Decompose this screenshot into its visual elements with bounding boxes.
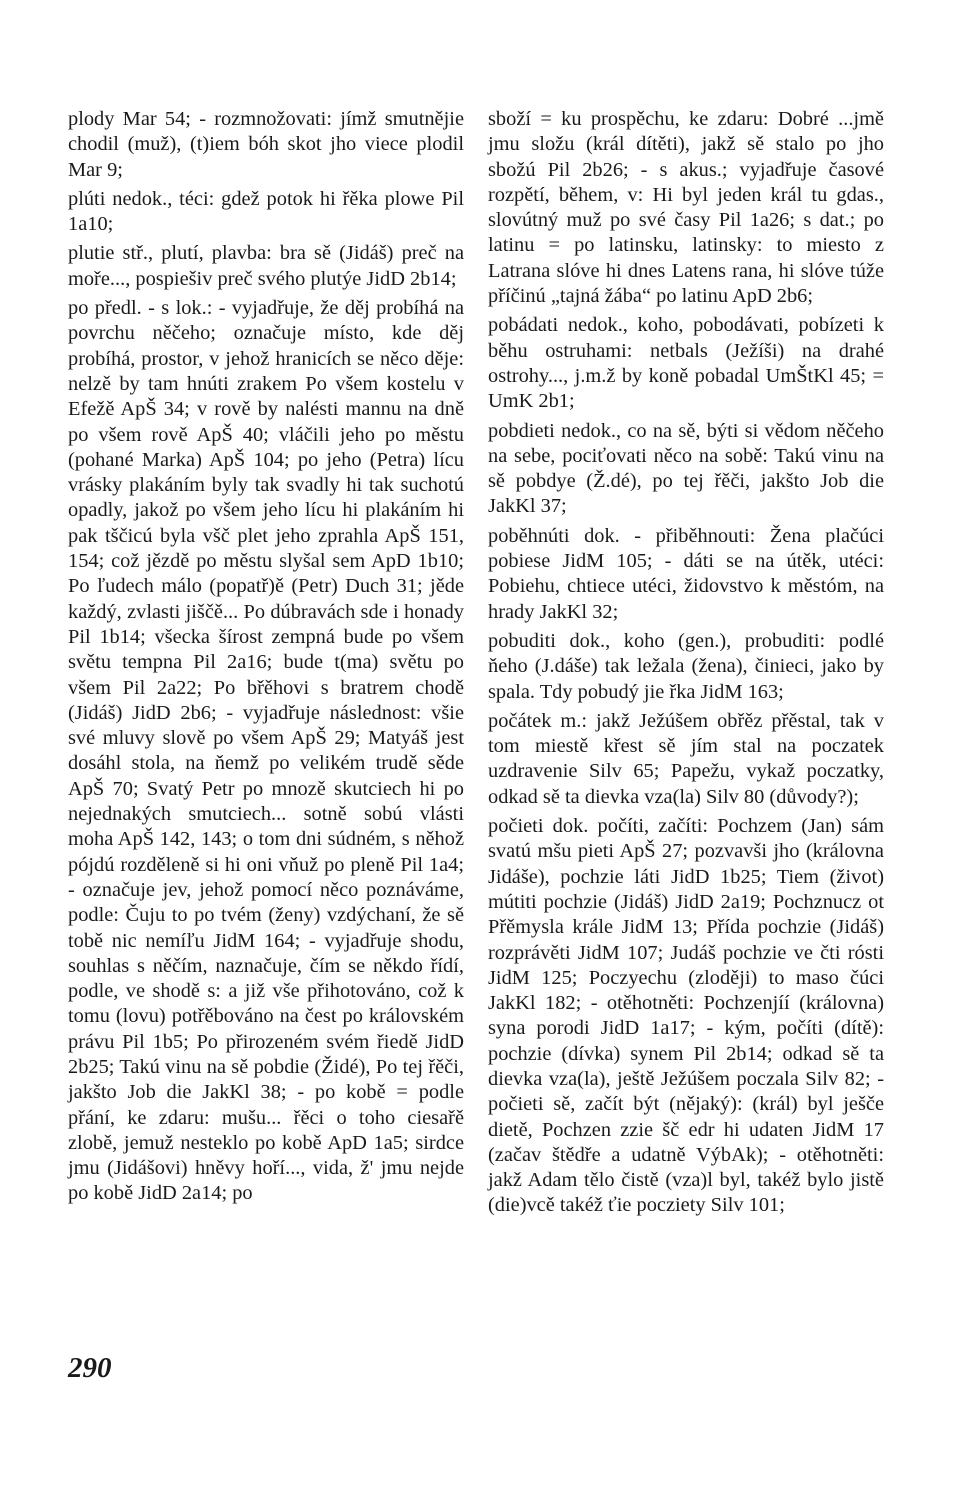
entry-po: po předl. - s lok.: - vyjadřuje, že děj probíhá na povrchu něčeho; označuje místo, kde děj probíhá, prostor, v jehož hranicích se něco děje: nelzě by tam hnúti zrakem Po všem kostelu v Efežě ApŠ 34; v rově by nalésti mannu na dně po všem rově ApŠ 40; vláčili jeho po městu (pohané Marka) ApŠ 104; po jeho (Petra) lícu vrásky plakáním byly tak svadly hi tak suchotú opadly, jakož po všem jeho lícu hi plakáním hi pak tščicú byla všč plet jeho zprahla ApŠ 151, 154; což jězdě po městu slyšal sem ApD 1b10; Po ľudech málo (popatř)ě (Petr) Duch 31; jěde každý, zvlasti jiščě... Po dúbravách sde i honady Pil 1b14; všecka šírost zempná bude po všem světu tempna Pil 2a16; bude t(ma) světu po všem Pil 2a22; Po břěhovi s bratrem chodě (Jidáš) JidD 2b6; - vyjadřuje následnost: všie své mluvy slově po všem ApŠ 29; Matyáš jest dosáhl stola, na ňemž po velikém trudě sěde ApŠ 70; Svatý Petr po mnozě skutciech hi po nejednakých smutciech... sotně sobú vlásti moha ApŠ 142, 143; o tom dni súdném, s něhož pójdú rozděleně si hi oni vňuž po pleně Pil 1a4; - označuje jev, jehož pomocí něco poznáváme, podle: Čuju to po tvém (ženy) vzdýchaní, že sě tobě nic nemíľu JidM 164; - vyjadřuje shodu, souhlas s něčím, naznačuje, čím se někdo řídí, podle, ve shodě s: a již vše přihotováno, což k tomu (lovu) potřěbováno na čest po královském právu Pil 1b5; Po přirozeném svém řiedě JidD 2b25; Takú vinu na sě pobdie (Židé), Po tej řěči, jakšto Job die JakKl 38; - po kobě = podle přání, ke zdaru: mušu... řěci o toho ciesařě zlobě, jemuž nesteklo po kobě ApD 1a5; sirdce jmu (Jidášovi) hněvy hoří..., vida, ž' jmu nejde po kobě JidD 2a14; po [68, 297, 464, 1205]
page-number: 290 [68, 1352, 112, 1384]
entry-pluti: plúti nedok., téci: gdež potok hi řěka plowe Pil 1a10; [68, 187, 464, 236]
entry-pocieti: počieti dok. počíti, začíti: Pochzem (Jan) sám svatú mšu pieti ApŠ 27; pozvavši jho (královna Jidáše), pochzie láti JidD 1b25; Tiem (život) mútiti pochzie (Jidáš) JidD 2a19; Pochznucz ot Přěmysla krále JidM 13; Přída pochzie (Jidáš) rozprávěti JidM 107; Judáš pochzie ve čti rósti JidM 125; Poczyechu (zloději) to maso čúci JakKl 182; - otěhotněti: Pochzenjíí (královna) syna porodi JidD 1a17; - kým, počíti (dítě): pochzie (dívka) synem Pil 2b14; odkad sě ta dievka vza(la), ještě Ježúšem poczala Silv 82; - počieti sě, začít být (nějaký): (král) byl ješče dietě, Pochzen zzie šč edr hi udaten JidM 17 (začav štědře a udatně VýbAk); - otěhotněti: jakž Adam tělo čistě (vza)l byl, takéž bylo jistě (die)vcě takéž ťie pocziety Silv 101; [488, 815, 884, 1217]
left-column [68, 107, 464, 1207]
entry-plutie: plutie stř., plutí, plavba: bra sě (Jidáš) preč na moře..., pospiešiv preč svého plutýe JidD 2b14; [68, 242, 464, 290]
entry-pobdieti: pobdieti nedok., co na sě, býti si vědom něčeho na sebe, pociťovati něco na sobě: Takú vinu na sě pobdye (Ž.dé), po tej řěči, jakšto Job die JakKl 37; [488, 419, 884, 518]
entry-pocatek: počátek m.: jakž Ježúšem obřěz přěstal, tak v tom miestě křest sě jím stal na poczatek uzdravenie Silv 65; Papežu, vykaž poczatky, odkad sě ta dievka vza(la) Silv 80 (důvody?); [488, 709, 884, 808]
right-column [488, 107, 884, 1219]
entry-plody-continuation: plody Mar 54; - rozmnožovati: jímž smutnějie chodil (muž), (t)iem bóh skot jho viece plodil Mar 9; [68, 108, 464, 181]
entry-pobuditi: pobuditi dok., koho (gen.), probuditi: podlé ňeho (J.dáše) tak ležala (žena), činieci, jako by spala. Tdy pobudý jie řka JidM 163; [488, 629, 884, 703]
entry-po-continuation: sboží = ku prospěchu, ke zdaru: Dobré ...jmě jmu složu (král dítěti), jakž sě stalo po jho sbožú Pil 2b26; - s akus.; vyjadřuje časové rozpětí, během, v: Hi byl jeden král tu gdas., slovútný muž po své časy Pil 1a26; s dat.; po latinu = po latinsku, latinsky: to miesto z Latrana slóve hi dnes Latens rana, hi slóve túže příčinú „tajná žába“ po latinu ApD 2b6; [488, 108, 884, 308]
entry-pobadati: pobádati nedok., koho, pobodávati, pobízeti k běhu ostruhami: netbals (Ježíši) na drahé ostrohy..., j.m.ž by koně pobadal UmŠtKl 45; = UmK 2b1; [488, 314, 884, 413]
entry-pobehnuti: poběhnúti dok. - přiběhnouti: Žena plačúci pobiese JidM 105; - dáti se na útěk, utéci: Pobiehu, chtiece utéci, židovstvo k městóm, na hrady JakKl 32; [488, 524, 884, 623]
